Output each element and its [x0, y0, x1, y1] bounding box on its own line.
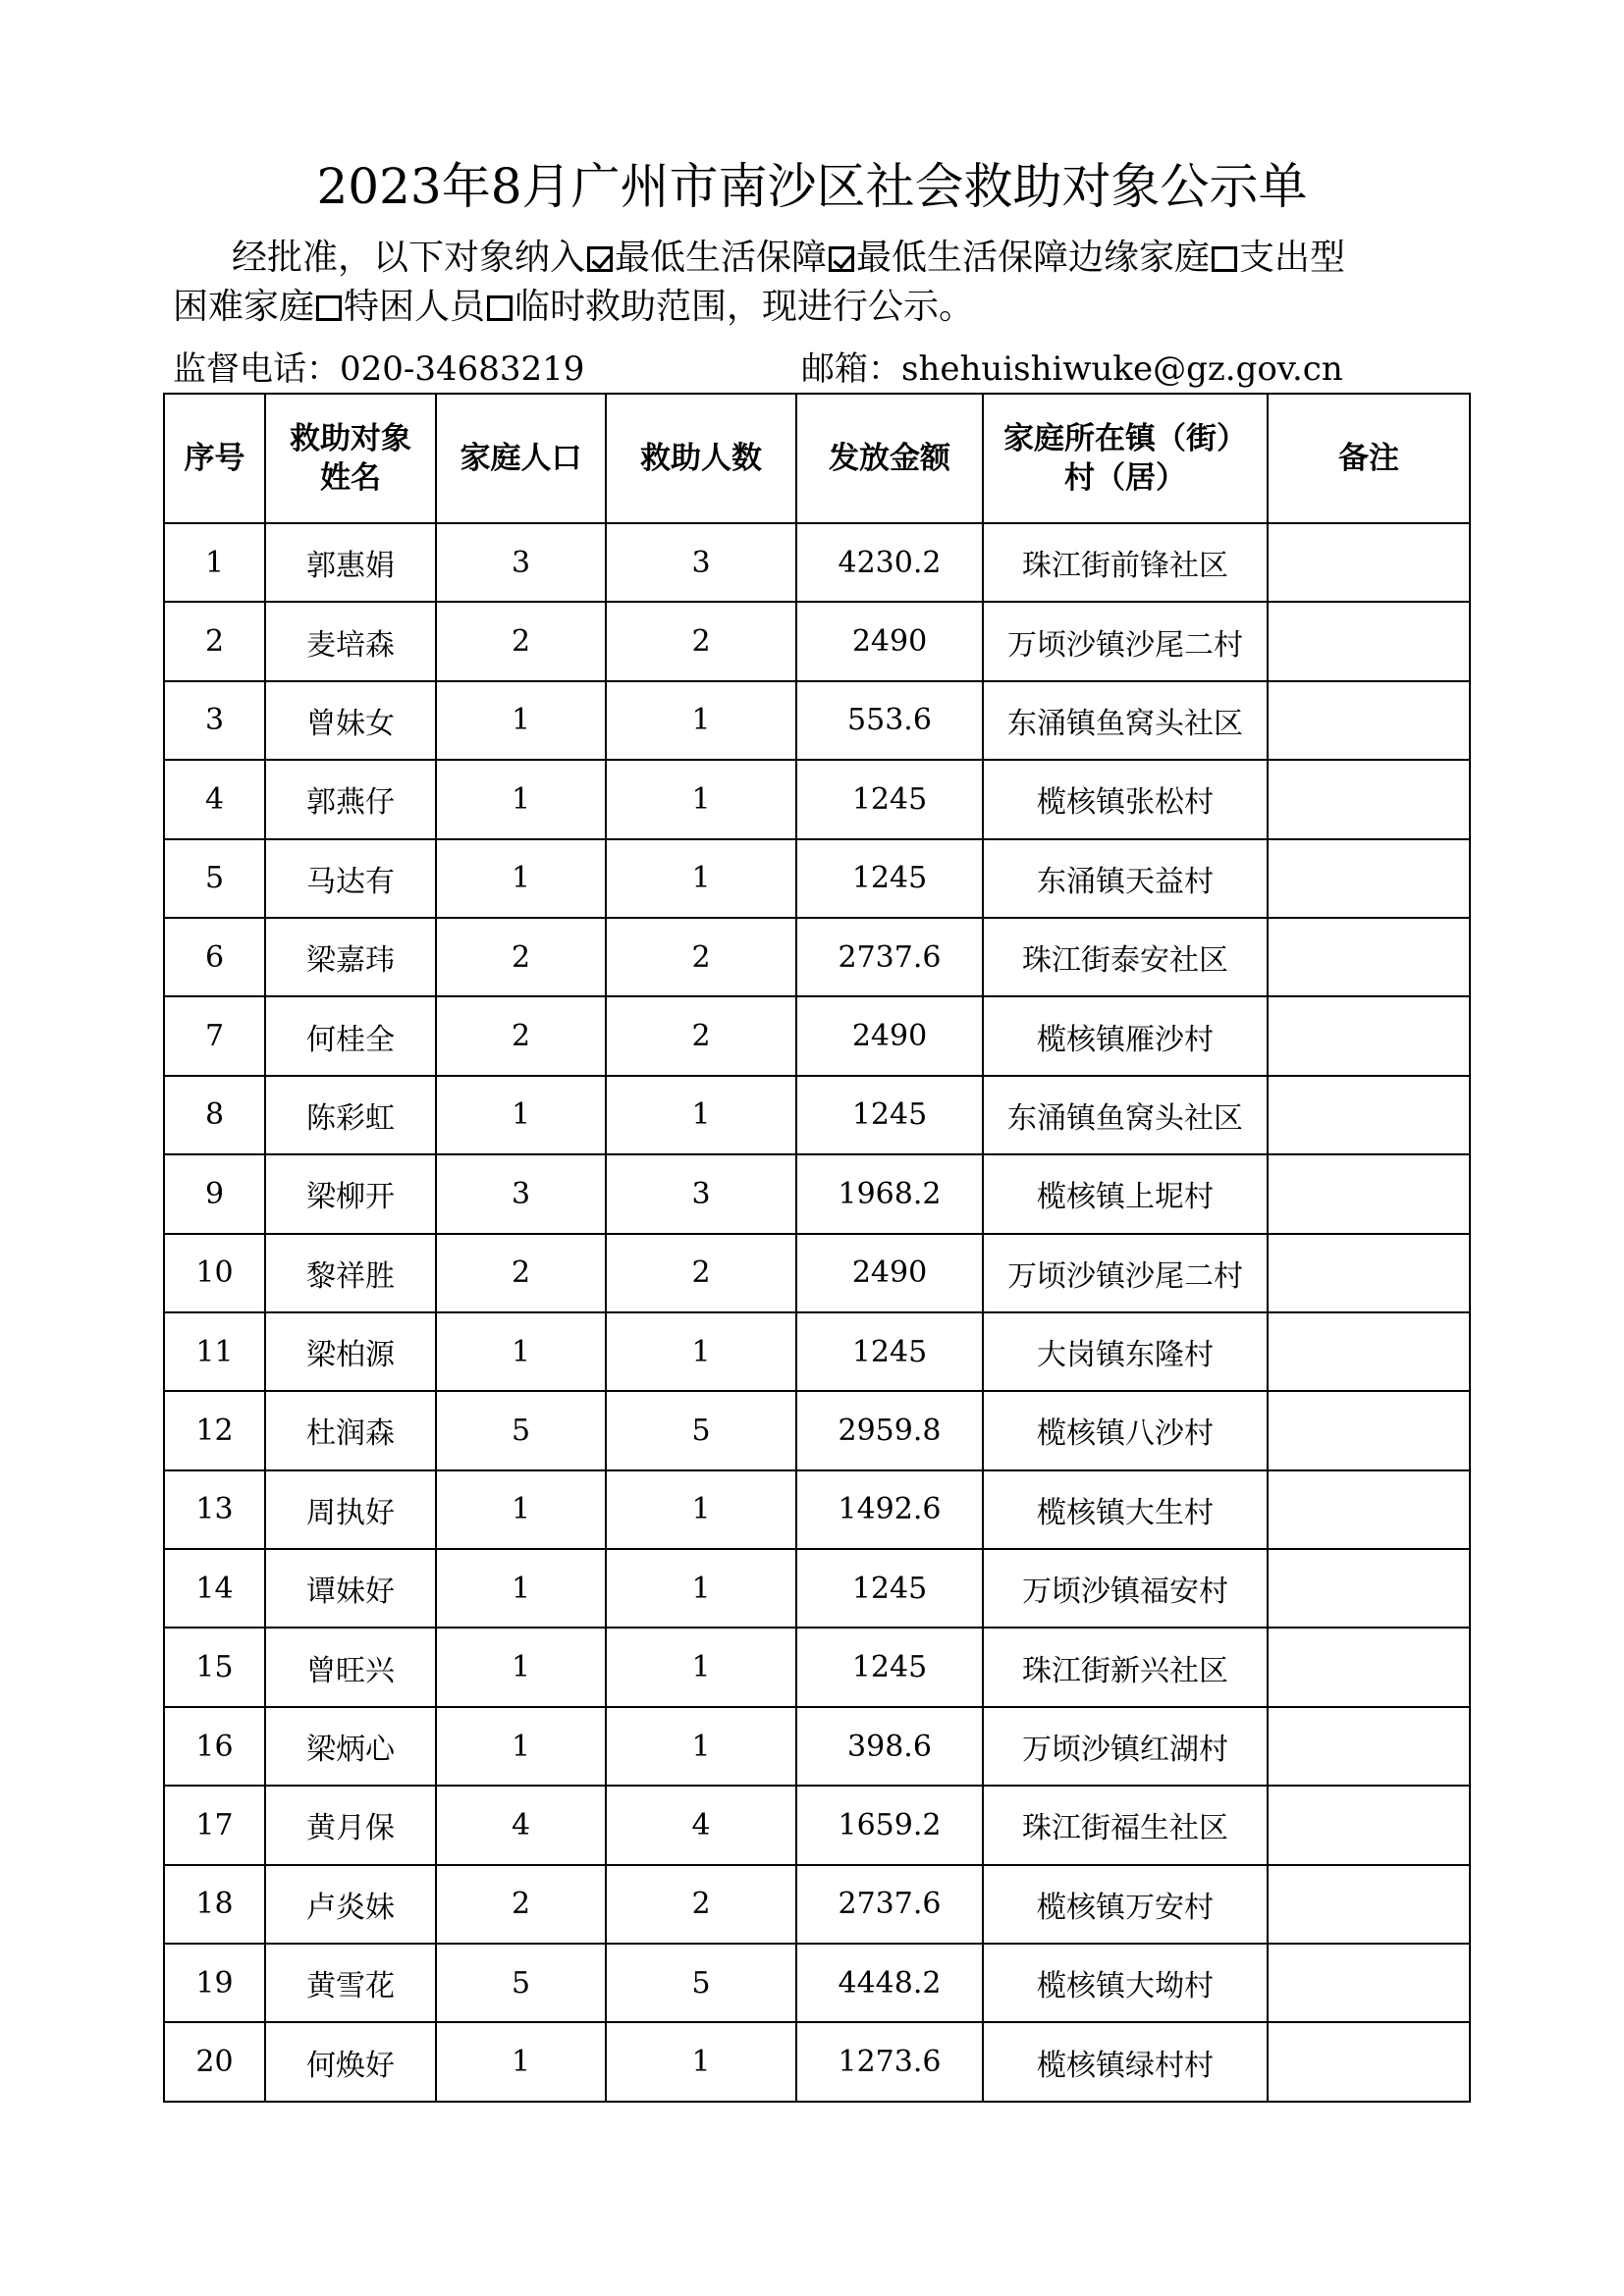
cell-remarks	[1268, 1786, 1470, 1864]
cell-household-size: 1	[436, 1707, 606, 1786]
cell-household-size: 5	[436, 1391, 606, 1469]
option-label-part: 支出型	[1239, 238, 1346, 278]
header-amount: 发放金额	[796, 394, 983, 523]
recipients-table	[163, 393, 1471, 2103]
cell-household-size: 2	[436, 1865, 606, 1944]
cell-remarks	[1268, 1707, 1470, 1786]
cell-address: 珠江街前锋社区	[983, 523, 1268, 602]
cell-amount: 1245	[796, 839, 983, 918]
cell-amount: 2737.6	[796, 1865, 983, 1944]
cell-household-size: 2	[436, 1234, 606, 1312]
cell-amount: 1245	[796, 1312, 983, 1391]
cell-address: 万顷沙镇沙尾二村	[983, 602, 1268, 680]
table-row	[164, 1076, 1470, 1154]
cell-serial: 9	[164, 1154, 265, 1233]
cell-household-size: 1	[436, 681, 606, 760]
cell-aided-count: 5	[606, 1391, 796, 1469]
cell-serial: 13	[164, 1470, 265, 1549]
header-serial: 序号	[164, 394, 265, 523]
table-row	[164, 1707, 1470, 1786]
header-name	[265, 394, 436, 523]
cell-address: 榄核镇张松村	[983, 760, 1268, 838]
cell-amount: 553.6	[796, 681, 983, 760]
cell-serial: 2	[164, 602, 265, 680]
cell-name: 马达有	[265, 839, 436, 918]
cell-serial: 16	[164, 1707, 265, 1786]
cell-address: 大岗镇东隆村	[983, 1312, 1268, 1391]
cell-household-size: 4	[436, 1786, 606, 1864]
cell-household-size: 3	[436, 1154, 606, 1233]
cell-household-size: 1	[436, 1076, 606, 1154]
intro-line-2	[173, 283, 1479, 332]
intro-suffix: 范围，现进行公示。	[656, 287, 975, 327]
cell-remarks	[1268, 1628, 1470, 1706]
cell-name: 麦培森	[265, 602, 436, 680]
cell-amount: 1245	[796, 1549, 983, 1628]
table-row	[164, 681, 1470, 760]
cell-serial: 19	[164, 1944, 265, 2022]
header-address	[983, 394, 1268, 523]
table-row	[164, 523, 1470, 602]
cell-remarks	[1268, 602, 1470, 680]
cell-name: 郭燕仔	[265, 760, 436, 838]
cell-serial: 10	[164, 1234, 265, 1312]
cell-remarks	[1268, 918, 1470, 996]
table-row	[164, 1154, 1470, 1233]
cell-address: 榄核镇八沙村	[983, 1391, 1268, 1469]
cell-remarks	[1268, 2022, 1470, 2101]
cell-remarks	[1268, 1549, 1470, 1628]
cell-aided-count: 1	[606, 2022, 796, 2101]
cell-address: 珠江街新兴社区	[983, 1628, 1268, 1706]
cell-name: 梁嘉玮	[265, 918, 436, 996]
option-label: 最低生活保障	[615, 238, 828, 278]
header-name-line: 救助对象	[290, 421, 411, 456]
cell-aided-count: 3	[606, 1154, 796, 1233]
table-row	[164, 1786, 1470, 1864]
cell-name: 梁柳开	[265, 1154, 436, 1233]
cell-address: 榄核镇雁沙村	[983, 996, 1268, 1075]
cell-name: 梁柏源	[265, 1312, 436, 1391]
cell-remarks	[1268, 1076, 1470, 1154]
table-row	[164, 1234, 1470, 1312]
cell-address: 榄核镇绿村村	[983, 2022, 1268, 2101]
cell-aided-count: 2	[606, 1865, 796, 1944]
contact-email: 邮箱：shehuishiwuke@gz.gov.cn	[801, 349, 1343, 389]
cell-name: 谭妹好	[265, 1549, 436, 1628]
cell-remarks	[1268, 996, 1470, 1075]
checkbox-checked-icon	[829, 246, 854, 272]
cell-name: 周执好	[265, 1470, 436, 1549]
cell-amount: 1273.6	[796, 2022, 983, 2101]
table-row	[164, 760, 1470, 838]
cell-address: 东涌镇鱼窝头社区	[983, 681, 1268, 760]
header-remarks: 备注	[1268, 394, 1470, 523]
cell-serial: 6	[164, 918, 265, 996]
table-row	[164, 1628, 1470, 1706]
cell-serial: 15	[164, 1628, 265, 1706]
cell-address: 东涌镇鱼窝头社区	[983, 1076, 1268, 1154]
cell-remarks	[1268, 1865, 1470, 1944]
cell-household-size: 2	[436, 602, 606, 680]
cell-name: 杜润森	[265, 1391, 436, 1469]
cell-name: 黄雪花	[265, 1944, 436, 2022]
cell-amount: 2490	[796, 1234, 983, 1312]
cell-serial: 12	[164, 1391, 265, 1469]
cell-amount: 4230.2	[796, 523, 983, 602]
header-address-line: 村（居）	[1064, 460, 1186, 496]
cell-name: 郭惠娟	[265, 523, 436, 602]
cell-aided-count: 1	[606, 1549, 796, 1628]
cell-remarks	[1268, 839, 1470, 918]
table-row	[164, 602, 1470, 680]
cell-address: 珠江街福生社区	[983, 1786, 1268, 1864]
cell-address: 万顷沙镇红湖村	[983, 1707, 1268, 1786]
cell-household-size: 1	[436, 1549, 606, 1628]
cell-serial: 8	[164, 1076, 265, 1154]
checkbox-checked-icon	[587, 246, 613, 272]
option-label: 特困人员	[344, 287, 486, 327]
cell-aided-count: 2	[606, 918, 796, 996]
cell-household-size: 2	[436, 918, 606, 996]
cell-serial: 7	[164, 996, 265, 1075]
cell-name: 何焕好	[265, 2022, 436, 2101]
cell-aided-count: 4	[606, 1786, 796, 1864]
cell-amount: 1492.6	[796, 1470, 983, 1549]
cell-address: 万顷沙镇沙尾二村	[983, 1234, 1268, 1312]
cell-serial: 1	[164, 523, 265, 602]
checkbox-unchecked-icon	[1212, 246, 1237, 272]
cell-remarks	[1268, 1470, 1470, 1549]
cell-household-size: 1	[436, 1312, 606, 1391]
cell-serial: 4	[164, 760, 265, 838]
cell-address: 珠江街泰安社区	[983, 918, 1268, 996]
table-row	[164, 1944, 1470, 2022]
cell-remarks	[1268, 1944, 1470, 2022]
cell-remarks	[1268, 760, 1470, 838]
cell-serial: 20	[164, 2022, 265, 2101]
cell-aided-count: 1	[606, 1076, 796, 1154]
cell-name: 黄月保	[265, 1786, 436, 1864]
cell-amount: 1245	[796, 760, 983, 838]
cell-household-size: 1	[436, 1470, 606, 1549]
cell-remarks	[1268, 1391, 1470, 1469]
cell-aided-count: 3	[606, 523, 796, 602]
cell-aided-count: 1	[606, 1707, 796, 1786]
cell-amount: 2490	[796, 602, 983, 680]
cell-address: 万顷沙镇福安村	[983, 1549, 1268, 1628]
table-header-row	[164, 394, 1470, 523]
cell-aided-count: 2	[606, 1234, 796, 1312]
cell-address: 榄核镇大坳村	[983, 1944, 1268, 2022]
cell-amount: 1968.2	[796, 1154, 983, 1233]
cell-name: 卢炎妹	[265, 1865, 436, 1944]
cell-serial: 3	[164, 681, 265, 760]
cell-remarks	[1268, 1312, 1470, 1391]
table-row	[164, 839, 1470, 918]
cell-name: 何桂全	[265, 996, 436, 1075]
intro-line-1	[173, 234, 1479, 283]
cell-amount: 2737.6	[796, 918, 983, 996]
table-row	[164, 1312, 1470, 1391]
header-household-size: 家庭人口	[436, 394, 606, 523]
cell-household-size: 1	[436, 2022, 606, 2101]
cell-aided-count: 1	[606, 1312, 796, 1391]
header-address-line: 家庭所在镇（街）	[1003, 421, 1247, 456]
cell-address: 榄核镇大生村	[983, 1470, 1268, 1549]
cell-amount: 2490	[796, 996, 983, 1075]
page-title: 2023年8月广州市南沙区社会救助对象公示单	[316, 158, 1308, 215]
cell-household-size: 3	[436, 523, 606, 602]
table-row	[164, 918, 1470, 996]
cell-serial: 18	[164, 1865, 265, 1944]
table-row	[164, 1391, 1470, 1469]
cell-serial: 17	[164, 1786, 265, 1864]
cell-amount: 1245	[796, 1076, 983, 1154]
cell-household-size: 5	[436, 1944, 606, 2022]
cell-aided-count: 1	[606, 760, 796, 838]
header-aided-count: 救助人数	[606, 394, 796, 523]
cell-household-size: 1	[436, 839, 606, 918]
cell-serial: 14	[164, 1549, 265, 1628]
cell-aided-count: 2	[606, 602, 796, 680]
cell-amount: 1245	[796, 1628, 983, 1706]
cell-name: 黎祥胜	[265, 1234, 436, 1312]
cell-aided-count: 5	[606, 1944, 796, 2022]
cell-amount: 2959.8	[796, 1391, 983, 1469]
cell-address: 东涌镇天益村	[983, 839, 1268, 918]
cell-name: 曾妹女	[265, 681, 436, 760]
table-row	[164, 1470, 1470, 1549]
cell-serial: 11	[164, 1312, 265, 1391]
cell-address: 榄核镇上坭村	[983, 1154, 1268, 1233]
cell-amount: 1659.2	[796, 1786, 983, 1864]
cell-remarks	[1268, 1234, 1470, 1312]
cell-household-size: 2	[436, 996, 606, 1075]
cell-remarks	[1268, 523, 1470, 602]
option-label: 最低生活保障边缘家庭	[856, 238, 1211, 278]
cell-aided-count: 1	[606, 1470, 796, 1549]
table-row	[164, 1865, 1470, 1944]
table-row	[164, 996, 1470, 1075]
intro-prefix: 经批准，以下对象纳入	[232, 238, 586, 278]
cell-remarks	[1268, 1154, 1470, 1233]
cell-name: 梁炳心	[265, 1707, 436, 1786]
cell-name: 曾旺兴	[265, 1628, 436, 1706]
checkbox-unchecked-icon	[487, 295, 513, 321]
supervision-phone: 监督电话：020-34683219	[173, 349, 585, 389]
option-label-part: 困难家庭	[173, 287, 315, 327]
option-label: 临时救助	[514, 287, 657, 327]
checkbox-unchecked-icon	[316, 295, 342, 321]
cell-amount: 398.6	[796, 1707, 983, 1786]
cell-remarks	[1268, 681, 1470, 760]
intro-paragraph	[173, 234, 1479, 332]
cell-address: 榄核镇万安村	[983, 1865, 1268, 1944]
cell-amount: 4448.2	[796, 1944, 983, 2022]
header-name-line: 姓名	[320, 460, 381, 496]
table-row	[164, 2022, 1470, 2101]
cell-aided-count: 2	[606, 996, 796, 1075]
table-row	[164, 1549, 1470, 1628]
cell-household-size: 1	[436, 1628, 606, 1706]
cell-aided-count: 1	[606, 839, 796, 918]
cell-aided-count: 1	[606, 1628, 796, 1706]
cell-name: 陈彩虹	[265, 1076, 436, 1154]
cell-aided-count: 1	[606, 681, 796, 760]
cell-serial: 5	[164, 839, 265, 918]
cell-household-size: 1	[436, 760, 606, 838]
